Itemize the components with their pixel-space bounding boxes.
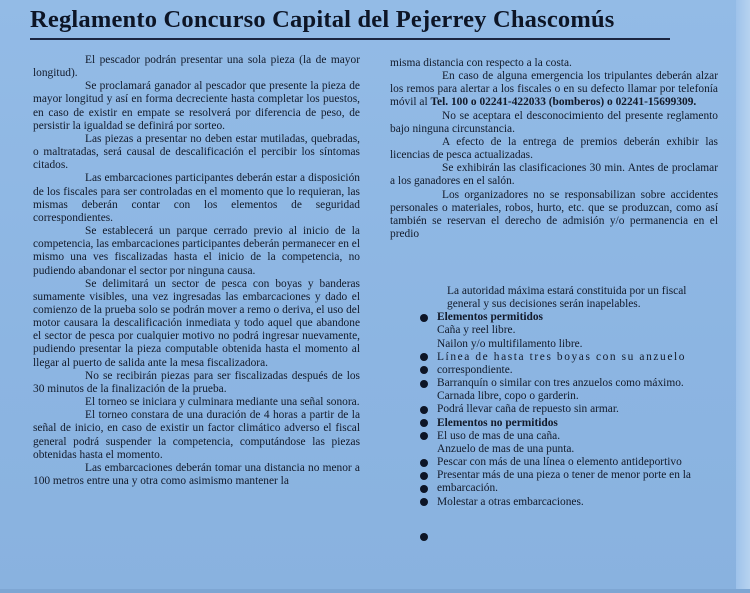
paragraph: El torneo se iniciara y culminara mediante una señal sonora. xyxy=(85,396,360,409)
paragraph: Se exhibirán las clasificaciones 30 min. Antes de proclamar a los ganadores en el salón. xyxy=(390,162,718,188)
right-column xyxy=(390,57,718,241)
page-edge xyxy=(736,0,750,593)
list-item xyxy=(420,377,720,390)
list-text: Pescar con más de una línea o elemento antideportivo xyxy=(437,456,682,469)
bullet-icon xyxy=(420,419,428,427)
bullet-icon xyxy=(420,485,428,493)
paragraph: El pescador podrán presentar una sola pieza (la de mayor longitud). xyxy=(33,54,360,80)
title-underline xyxy=(30,38,670,40)
paragraph: Las piezas a presentar no deben estar mutiladas, quebradas, o maltratadas, será causal de descalificación el percibir los síntomas citados. xyxy=(33,132,360,172)
list-text: El uso de mas de una caña. xyxy=(437,429,561,442)
list-item xyxy=(420,324,720,337)
list-text: Molestar a otras embarcaciones. xyxy=(437,495,584,508)
list-text: Barranquín o similar con tres anzuelos como máximo. xyxy=(437,377,684,390)
list-item xyxy=(420,430,720,443)
bullet-icon xyxy=(420,380,428,388)
forbidden-heading: Elementos no permitidos xyxy=(437,416,558,429)
list-text: Carnada libre, copo o garderin. xyxy=(437,390,579,403)
list-item xyxy=(420,311,720,324)
bullet-icon xyxy=(420,314,428,322)
list-item xyxy=(420,443,720,456)
list-item xyxy=(420,456,720,469)
bullet-icon xyxy=(420,533,428,541)
paragraph: Se delimitará un sector de pesca con boyas y banderas sumamente visibles, una vez ingresadas las embarcaciones y dado el comienzo de la prueba solo se podrán mover a remo o deriva, el uso del motor causara la descalificación inmediata y todo aquel que abandone el sector de pesca por cualquier motivo no podrá ingresar nuevamente, pudiendo presentar la pieza computable obtenida hasta el momento al llegar al puerto de salida ante la mesa fiscalizadora. xyxy=(33,277,360,369)
list-text: Presentar más de una pieza o tener de menor porte en la xyxy=(437,469,691,482)
list-item xyxy=(420,482,720,495)
list-item xyxy=(420,364,720,377)
list-text: Nailon y/o multifilamento libre. xyxy=(437,337,583,350)
bullet-icon xyxy=(420,472,428,480)
allowed-heading: Elementos permitidos xyxy=(437,311,543,324)
list-text: Caña y reel libre. xyxy=(437,324,516,337)
list-item xyxy=(420,417,720,430)
paragraph: No se aceptara el desconocimiento del presente reglamento bajo ninguna circunstancia. xyxy=(390,109,718,135)
emergency-text: En caso de alguna emergencia los tripulantes deberán alzar los remos para alertar a los fiscales o en su defecto llamar por telefonía móvil al xyxy=(390,70,718,109)
authority-text: La autoridad máxima estará constituida por un fiscal general y sus decisiones serán inapelables. xyxy=(447,285,687,311)
paragraph: Las embarcaciones deberán tomar una distancia no menor a 100 metros entre una y otra como asimismo mantener la xyxy=(33,461,360,487)
bullet-icon xyxy=(420,498,428,506)
paragraph: Los organizadores no se responsabilizan sobre accidentes personales o materiales, robos, hurto, etc. que se produzcan, como así también se reservan el derecho de admisión y/o permanencia en el predio xyxy=(390,188,718,241)
list-item xyxy=(420,496,720,509)
bullet-icon xyxy=(420,432,428,440)
paragraph: Las embarcaciones participantes deberán estar a disposición de los fiscales para ser controladas en el momento que lo requieran, las mismas deberán contar con los elementos de seguridad correspondientes. xyxy=(33,172,360,224)
list-item xyxy=(420,403,720,416)
paragraph: El torneo constara de una duración de 4 horas a partir de la señal de inicio, en caso de existir un factor climático adverso el fiscal general podrá suspender la competencia, computándose las piezas obtenidas hasta el momento. xyxy=(33,409,360,461)
left-column xyxy=(33,54,360,488)
page-title: Reglamento Concurso Capital del Pejerrey Chascomús xyxy=(30,6,615,33)
list-text: correspondiente. xyxy=(437,363,513,376)
list-text: Anzuelo de mas de una punta. xyxy=(437,442,575,455)
paragraph: Se establecerá un parque cerrado previo al inicio de la competencia, las embarcaciones participantes deberán permanecer en el mismo una ves fiscalizadas hasta el inicio de la competencia, no pudiendo abandonar el sector por ninguna causa. xyxy=(33,225,360,277)
bullet-icon xyxy=(420,406,428,414)
list-text: embarcación. xyxy=(437,482,499,495)
list-item xyxy=(420,351,720,364)
emergency-phone: Tel. 100 o 02241-422033 (bomberos) o 02241-15699309. xyxy=(430,96,697,109)
list-text: Podrá llevar caña de repuesto sin armar. xyxy=(437,403,619,416)
paragraph: misma distancia con respecto a la costa. xyxy=(390,57,572,69)
paragraph: Se proclamará ganador al pescador que presente la pieza de mayor longitud y así en forma decreciente hasta completar los puestos, en caso de existir en empate se resolverá por diferencia de peso, de persistir la igualdad se definirá por sorteo. xyxy=(33,80,360,132)
paragraph xyxy=(390,70,718,109)
bullet-icon xyxy=(420,353,428,361)
page-edge xyxy=(0,589,750,593)
list-item xyxy=(420,285,720,311)
list-text: Línea de hasta tres boyas con su anzuelo xyxy=(437,350,687,363)
paragraph: A efecto de la entrega de premios deberán exhibir las licencias de pesca actualizadas. xyxy=(390,135,718,162)
bullet-icon xyxy=(420,366,428,374)
bullet-icon xyxy=(420,459,428,467)
list-item xyxy=(420,338,720,351)
rules-list xyxy=(420,285,720,509)
paragraph: No se recibirán piezas para ser fiscalizadas después de los 30 minutos de la finalización de la prueba. xyxy=(33,369,360,395)
list-item xyxy=(420,469,720,482)
list-item xyxy=(420,390,720,403)
